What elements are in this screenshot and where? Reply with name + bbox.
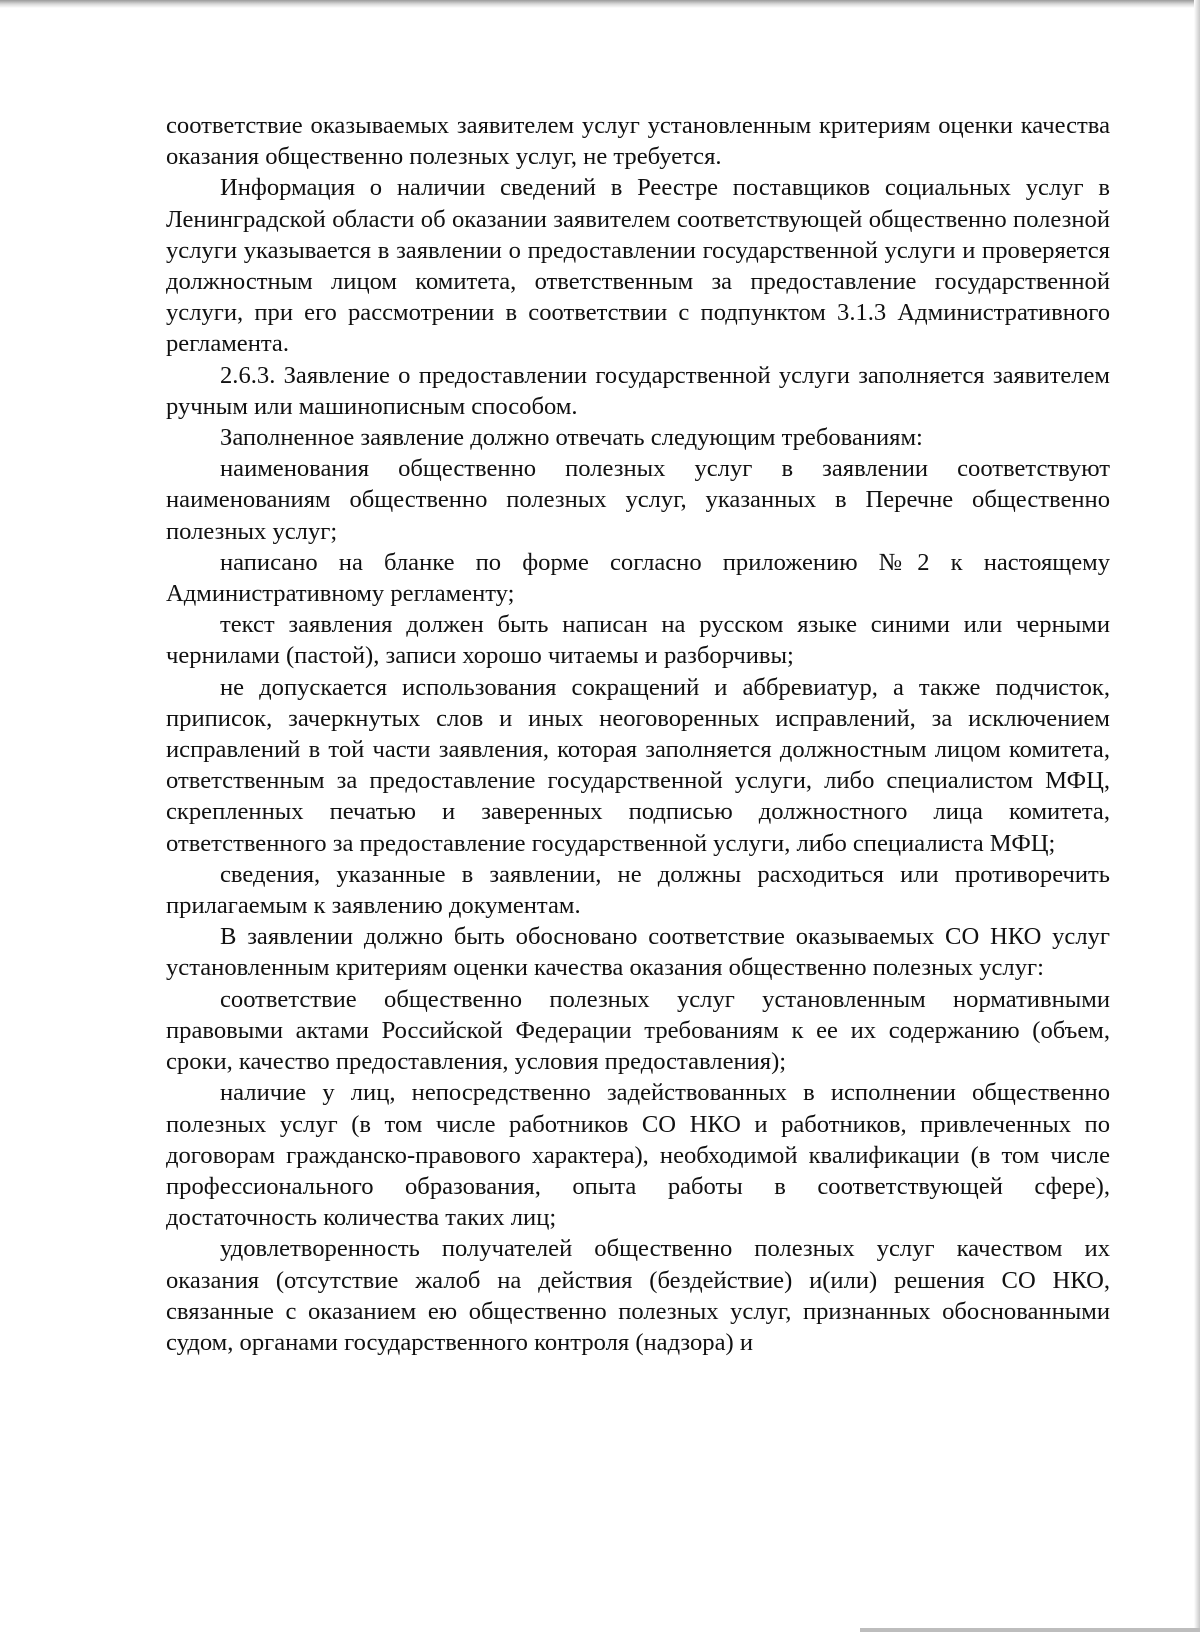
scan-edge-bottom bbox=[860, 1628, 1200, 1632]
document-page bbox=[166, 110, 1110, 1358]
paragraph-registry-info: Информация о наличии сведений в Реестре поставщиков социальных услуг в Ленинградской области об оказании заявителем соответствующей общественно полезной услуги указывается в заявлении о предоставлении государственной услуги и проверяется должностным лицом комитета, ответственным за предоставление государственной услуги, при его рассмотрении в соответствии с подпунктом 3.1.3 Административного регламента. bbox=[166, 174, 1110, 358]
paragraph-requirement-form: написано на бланке по форме согласно приложению №2 к настоящему Административному регламенту; bbox=[166, 548, 1110, 608]
paragraph-2-6-3: 2.6.3. Заявление о предоставлении государственной услуги заполняется заявителем ручным или машинописным способом. bbox=[166, 361, 1110, 420]
scan-edge-right bbox=[1194, 0, 1200, 1632]
scan-edge-top bbox=[0, 0, 1200, 8]
paragraph-requirement-no-abbreviations: не допускается использования сокращений и аббревиатур, а также подчисток, приписок, зачеркнутых слов и иных неоговоренных исправлений, за исключением исправлений в той части заявления, которая заполняется должностным лицом комитета, ответственным за предоставление государственной услуги, либо специалистом МФЦ, скрепленных печатью и заверенных подписью должностного лица комитета, ответственного за предоставление государственной услуги, либо специалиста МФЦ; bbox=[166, 673, 1110, 857]
paragraph-criteria-intro: В заявлении должно быть обосновано соответствие оказываемых СО НКО услуг установленным критериям оценки качества оказания общественно полезных услуг: bbox=[166, 923, 1110, 982]
paragraph-continuation: соответствие оказываемых заявителем услуг установленным критериям оценки качества оказания общественно полезных услуг, не требуется. bbox=[166, 112, 1110, 171]
paragraph-requirement-consistency: сведения, указанные в заявлении, не должны расходиться или противоречить прилагаемым к заявлению документам. bbox=[166, 860, 1110, 920]
paragraph-requirement-names: наименования общественно полезных услуг в заявлении соответствуют наименованиям общественно полезных услуг, указанных в Перечне общественно полезных услуг; bbox=[166, 455, 1110, 545]
paragraph-criterion-qualification: наличие у лиц, непосредственно задействованных в исполнении общественно полезных услуг (в том числе работников СО НКО и работников, привлеченных по договорам гражданско-правового характера), необходимой квалификации (в том числе профессионального образования, опыта работы в соответствующей сфере), достаточность количества таких лиц; bbox=[166, 1079, 1110, 1232]
paragraph-requirements-intro: Заполненное заявление должно отвечать следующим требованиям: bbox=[220, 424, 923, 452]
paragraph-requirement-ink: текст заявления должен быть написан на русском языке синими или черными чернилами (пастой), записи хорошо читаемы и разборчивы; bbox=[166, 611, 1110, 670]
paragraph-criterion-compliance: соответствие общественно полезных услуг установленным нормативными правовыми актами Российской Федерации требованиям к ее их содержанию (объем, сроки, качество предоставления, условия предоставления); bbox=[166, 985, 1110, 1076]
paragraph-criterion-satisfaction: удовлетворенность получателей общественно полезных услуг качеством их оказания (отсутствие жалоб на действия (бездействие) и(или) решения СО НКО, связанные с оказанием ею общественно полезных услуг, признанных обоснованными судом, органами государственного контроля (надзора) и bbox=[166, 1235, 1110, 1356]
